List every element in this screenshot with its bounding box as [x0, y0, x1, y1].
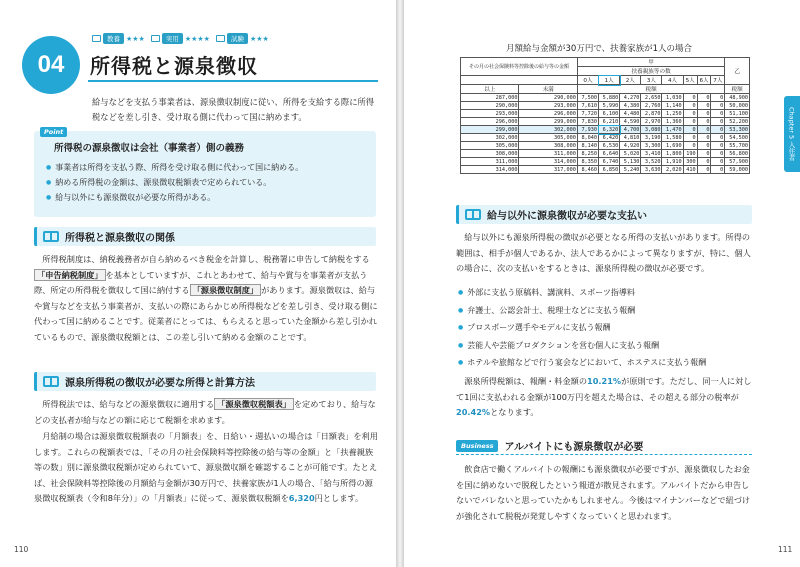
table-cell: 6,210	[599, 118, 620, 126]
table-row	[461, 158, 750, 166]
rating-practical: 実用 ★★★★	[151, 33, 210, 44]
table-cell: 293,000	[461, 110, 519, 118]
table-cell: 0	[697, 150, 711, 158]
section-heading-2: 源泉所得税の徴収が必要な所得と計算方法	[34, 372, 376, 391]
table-cell: 305,000	[519, 134, 577, 142]
table-cell: 6,320	[599, 126, 620, 134]
table-cell: 287,000	[461, 94, 519, 102]
table-title: 月額給与金額が30万円で、扶養家族が1人の場合	[506, 44, 693, 54]
table-cell: 3,080	[641, 126, 662, 134]
table-cell: 57,900	[725, 158, 750, 166]
table-cell: 410	[683, 166, 697, 174]
table-cell: 5,990	[599, 102, 620, 110]
page-title: 所得税と源泉徴収	[90, 54, 258, 78]
table-cell: 48,900	[725, 94, 750, 102]
table-cell: 1,580	[662, 134, 683, 142]
book-icon	[43, 376, 59, 387]
table-cell: 1,910	[662, 158, 683, 166]
page-number: 111	[778, 545, 793, 554]
business-paragraph: 飲食店で働くアルバイトの報酬にも源泉徴収が必要ですが、源泉徴収したお金を国に納めないで脱税したという報道が散見されます。アルバイトだから申告しないでバレないと思っていたかもしれません。今後はマイナンバーなどで紐づけが強化されて脱税が発覚しやすくなっていくと思われます。	[456, 464, 751, 521]
table-cell: 59,000	[725, 166, 750, 174]
keyword-highlight: 「申告納税制度」	[34, 269, 106, 281]
table-cell: 50,000	[725, 102, 750, 110]
table-cell: 8,140	[577, 142, 598, 150]
point-badge: Point	[40, 127, 67, 137]
table-cell: 0	[697, 134, 711, 142]
table-cell: 6,850	[599, 166, 620, 174]
tax-table: その月の社会保険料等控除後の給与等の金額 甲 乙 扶養親族等の数 0人 1人 2人 3人 4人 5人 6人 7人 以上 未満 税額 税額 287,000 290,000 7,500 5,880 4,270 2,650 1,030 0 0 0 48,900 290,000 293,000 7,610 5,990 4,380 2,760 1,140 0 0 0 50,000 293,000 296,000 7,720 6,100 4,480 2,870 1,250 0 0 0 51,100 296,000 299,000 7,830 6,210 4,590 2,970 1,360 0 0 0 52,200 299,000 302,000 7,930 6,320 4,700 3,080 1,470 0 0 0 53,300 302,000 305,000 8,040 6,420 4,810 3,190 1,580 0 0 0 54,500 305,000 308,000 8,140 6,530 4,920 3,300 1,690 0 0 0 55,700 308,000 311,000 8,250 6,640 5,020 3,410 1,800 190 0 0 56,800 311,000 314,000 8,350 6,740 5,130 3,520 1,910 300 0 0 57,900 314,000 317,000 8,460 6,850 5,240 3,630 2,020 410 0 0 59,000	[460, 57, 750, 174]
table-cell: 0	[697, 126, 711, 134]
intro-text: 給与などを支払う事業者は、源泉徴収制度に従い、所得を支給する際に所得税などを差し引き、受け取る側に代わって国に納めます。	[92, 97, 375, 122]
section-number: 04	[22, 36, 80, 94]
table-cell: 0	[711, 110, 725, 118]
point-list	[46, 160, 303, 205]
table-cell: 2,760	[641, 102, 662, 110]
table-cell: 56,800	[725, 150, 750, 158]
table-cell: 0	[683, 102, 697, 110]
section1-paragraph: 所得税制度は、納税義務者が自ら納めるべき税金を計算し、税務署に申告して納税をする「申告納税制度」 を基本としていますが、これとあわせて、給与や賞与を事業者が支払う際、所定の所得税を徴収して国に納付する 「源泉徴収制度」 があります。源泉徴収は、給与や賞与などを支払う事業者が、支払いの際にあらかじめ所得税などを差し引き、受け取る側に代わって国に納めることです。従業者にとっては、もらえると思っていた金額から差し引かれているもので、源泉徴収税額とは、この差し引いて納める金額のことです。	[34, 254, 378, 342]
list-item: ● 外部に支払う原稿料、講演料、スポーツ指導料	[458, 284, 706, 302]
table-row	[461, 134, 750, 142]
table-cell: 0	[683, 134, 697, 142]
book-icon	[465, 209, 481, 220]
table-cell: 6,100	[599, 110, 620, 118]
list-item: ● 事業者は所得を支払う際、所得を受け取る側に代わって国に納める。	[46, 160, 303, 175]
table-cell: 0	[711, 118, 725, 126]
table-row	[461, 102, 750, 110]
table-cell: 0	[711, 94, 725, 102]
table-cell: 0	[711, 102, 725, 110]
table-cell: 1,140	[662, 102, 683, 110]
table-cell: 7,610	[577, 102, 598, 110]
table-cell: 0	[697, 102, 711, 110]
table-cell: 1,690	[662, 142, 683, 150]
right-page	[404, 0, 800, 567]
table-row	[461, 166, 750, 174]
left-page	[0, 0, 396, 567]
rating-exam: 試験 ★★★	[216, 33, 269, 44]
table-cell: 4,920	[620, 142, 641, 150]
section3-paragraph-1: 給与以外にも源泉所得税の徴収が必要となる所得の支払いがあります。所得の範囲は、相手が個人であるか、法人であるかによって異なりますが、特に、個人の場合に、次の支払いをするときは、源泉所得税の徴収が必要です。	[456, 232, 751, 274]
table-cell: 299,000	[461, 126, 519, 134]
page-number: 110	[14, 545, 29, 554]
table-cell: 0	[697, 142, 711, 150]
table-cell: 302,000	[519, 126, 577, 134]
table-cell: 54,500	[725, 134, 750, 142]
table-cell: 0	[683, 126, 697, 134]
table-cell: 0	[697, 118, 711, 126]
table-cell: 5,880	[599, 94, 620, 102]
section3-paragraph-2: 源泉所得税額は、報酬・料金額の10.21%が原則です。ただし、同一人に対して1回に支払われる金額が100万円を超えた場合は、その超える部分の税率が20.42%となります。	[456, 376, 752, 418]
book-icon	[43, 231, 59, 242]
list-item: ● ホテルや旅館などで行う宴会などにおいて、ホステスに支払う報酬	[458, 354, 706, 372]
table-cell: 5,130	[620, 158, 641, 166]
table-row	[461, 150, 750, 158]
table-cell: 7,720	[577, 110, 598, 118]
business-heading: Business アルバイトにも源泉徴収が必要	[456, 438, 643, 453]
table-cell: 8,460	[577, 166, 598, 174]
table-cell: 0	[711, 150, 725, 158]
table-cell: 308,000	[519, 142, 577, 150]
table-cell: 1,800	[662, 150, 683, 158]
table-cell: 3,300	[641, 142, 662, 150]
section-heading-3: 給与以外に源泉徴収が必要な支払い	[456, 205, 752, 224]
table-cell: 2,970	[641, 118, 662, 126]
table-cell: 3,410	[641, 150, 662, 158]
table-cell: 6,640	[599, 150, 620, 158]
table-cell: 8,250	[577, 150, 598, 158]
table-cell: 0	[683, 110, 697, 118]
pencil-icon	[216, 35, 225, 42]
table-cell: 2,870	[641, 110, 662, 118]
table-cell: 1,470	[662, 126, 683, 134]
book-spine	[396, 0, 404, 567]
table-cell: 0	[711, 166, 725, 174]
table-cell: 3,630	[641, 166, 662, 174]
list-item: ● 給与以外にも源泉徴収が必要な所得がある。	[46, 190, 303, 205]
table-cell: 311,000	[461, 158, 519, 166]
table-cell: 3,190	[641, 134, 662, 142]
table-cell: 3,520	[641, 158, 662, 166]
table-cell: 6,530	[599, 142, 620, 150]
title-divider	[88, 80, 378, 82]
table-cell: 0	[711, 142, 725, 150]
table-cell: 0	[683, 142, 697, 150]
list-item: ● 納める所得税の金額は、源泉徴収税額表で定められている。	[46, 175, 303, 190]
table-cell: 305,000	[461, 142, 519, 150]
table-cell: 1,360	[662, 118, 683, 126]
list-item: ● 芸能人や芸能プロダクションを営む個人に支払う報酬	[458, 337, 706, 355]
table-cell: 0	[697, 94, 711, 102]
table-cell: 7,930	[577, 126, 598, 134]
table-cell: 0	[683, 118, 697, 126]
table-cell: 299,000	[519, 118, 577, 126]
table-cell: 8,040	[577, 134, 598, 142]
table-cell: 6,420	[599, 134, 620, 142]
table-cell: 293,000	[519, 102, 577, 110]
table-cell: 296,000	[519, 110, 577, 118]
table-cell: 4,810	[620, 134, 641, 142]
list-item: ● 弁護士、公認会計士、税理士などに支払う報酬	[458, 302, 706, 320]
table-cell: 311,000	[519, 150, 577, 158]
table-cell: 53,300	[725, 126, 750, 134]
table-cell: 51,100	[725, 110, 750, 118]
table-cell: 2,020	[662, 166, 683, 174]
table-cell: 4,700	[620, 126, 641, 134]
section-heading-1: 所得税と源泉徴収の関係	[34, 227, 376, 246]
table-cell: 5,240	[620, 166, 641, 174]
table-cell: 1,030	[662, 94, 683, 102]
table-row	[461, 126, 750, 134]
table-cell: 290,000	[461, 102, 519, 110]
briefcase-icon	[151, 35, 160, 42]
table-cell: 314,000	[461, 166, 519, 174]
table-row	[461, 110, 750, 118]
table-cell: 0	[711, 134, 725, 142]
table-row	[461, 118, 750, 126]
table-cell: 2,650	[641, 94, 662, 102]
table-cell: 1,250	[662, 110, 683, 118]
section2-paragraph-2: 月給制の場合は源泉徴収税額表の「月額表」を、日給い・週払いの場合は「日額表」を利用します。これらの税額表では、「その月の社会保険料等控除後の給与等の金額」と「扶養親族等の数」別に源泉徴収税額が定められていて、源泉徴収額を確認することが可能です。たとえば、社会保険料等控除後の月額給与金額が30万円で、扶養家族が1人の場合、「給与所得の源泉徴収税額表（令和8年分）」の「月額表」に従って、源泉徴収税額を6,320円とします。	[34, 431, 378, 504]
keyword-highlight: 「源泉徴収税額表」	[214, 398, 294, 410]
tax-table-body	[461, 94, 750, 174]
table-cell: 0	[683, 94, 697, 102]
business-divider	[456, 454, 752, 455]
table-row	[461, 94, 750, 102]
rating-education: 教養 ★★★	[92, 33, 145, 44]
book-icon	[92, 35, 101, 42]
table-cell: 296,000	[461, 118, 519, 126]
table-cell: 0	[697, 158, 711, 166]
table-cell: 190	[683, 150, 697, 158]
table-cell: 55,700	[725, 142, 750, 150]
rating-bar	[92, 33, 269, 44]
section2-paragraph-1: 所得税法では、給与などの源泉徴収に適用する 「源泉徴収税額表」 を定めており、給与などの支払者が給与などの額に応じて税額を求めます。	[34, 399, 376, 425]
table-cell: 7,830	[577, 118, 598, 126]
table-cell: 6,740	[599, 158, 620, 166]
table-cell: 4,380	[620, 102, 641, 110]
table-cell: 5,020	[620, 150, 641, 158]
list-item: ● プロスポーツ選手やモデルに支払う報酬	[458, 319, 706, 337]
chapter-tab: Chapter 5 入住者	[784, 96, 800, 172]
table-cell: 0	[711, 158, 725, 166]
keyword-highlight: 「源泉徴収制度」	[190, 284, 262, 296]
table-cell: 4,480	[620, 110, 641, 118]
table-cell: 4,590	[620, 118, 641, 126]
table-cell: 52,200	[725, 118, 750, 126]
table-cell: 290,000	[519, 94, 577, 102]
point-title: 所得税の源泉徴収は会社（事業者）側の義務	[54, 143, 245, 154]
table-cell: 7,500	[577, 94, 598, 102]
table-cell: 8,350	[577, 158, 598, 166]
table-cell: 302,000	[461, 134, 519, 142]
table-cell: 0	[697, 110, 711, 118]
table-cell: 314,000	[519, 158, 577, 166]
table-cell: 308,000	[461, 150, 519, 158]
table-cell: 317,000	[519, 166, 577, 174]
table-cell: 300	[683, 158, 697, 166]
table-cell: 4,270	[620, 94, 641, 102]
payment-list	[458, 284, 706, 372]
business-badge: Business	[456, 440, 498, 452]
table-cell: 0	[711, 126, 725, 134]
table-row	[461, 142, 750, 150]
table-cell: 0	[697, 166, 711, 174]
